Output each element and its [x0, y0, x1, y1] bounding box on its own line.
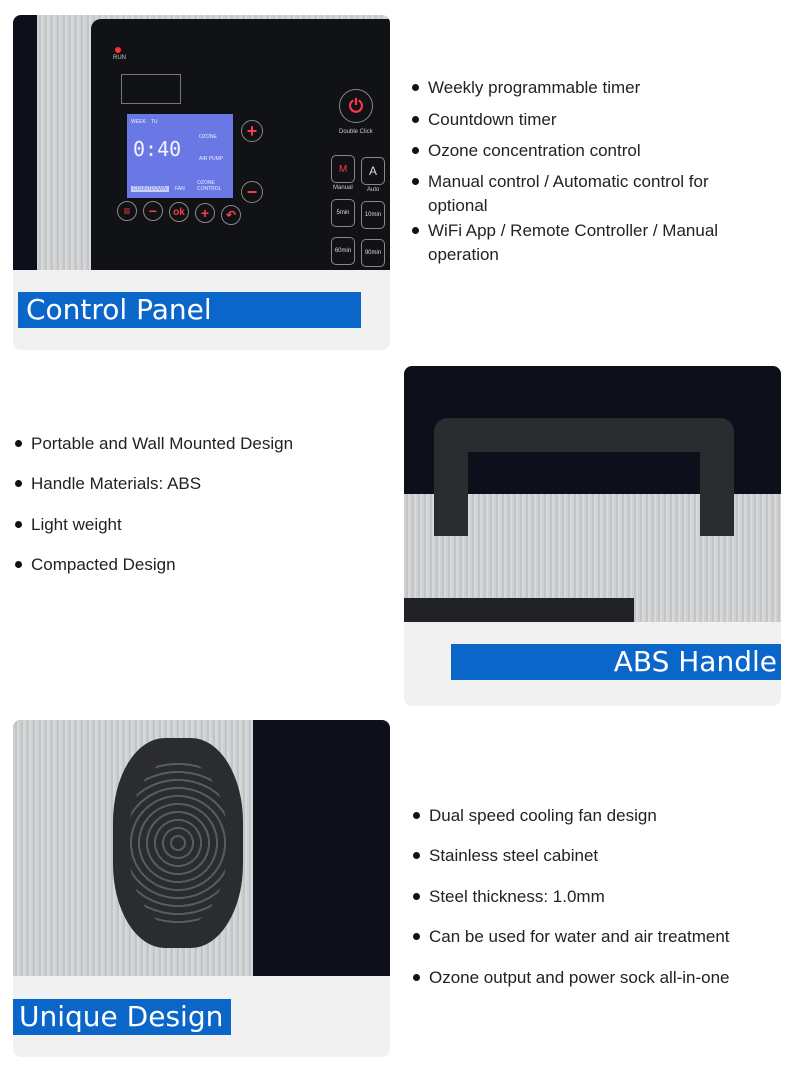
unique-design-features [413, 804, 783, 990]
countdown-label: COUNTDOWN [133, 186, 167, 192]
handle-features [15, 432, 375, 577]
auto-button[interactable]: A [361, 157, 385, 185]
list-item: Dual speed cooling fan design [413, 804, 783, 828]
device-control-panel [91, 19, 390, 270]
list-item: Ozone concentration control [412, 139, 772, 163]
list-item: Portable and Wall Mounted Design [15, 432, 375, 456]
plus-button[interactable]: + [241, 120, 263, 142]
lcd-display [127, 114, 233, 198]
list-item: Ozone output and power sock all-in-one [413, 966, 783, 990]
list-item: Compacted Design [15, 553, 375, 577]
section-label: Unique Design [13, 999, 231, 1035]
10min-button[interactable]: 10min [361, 201, 385, 229]
list-item: WiFi App / Remote Controller / Manual operation [412, 219, 772, 267]
auto-label: Auto [367, 187, 380, 193]
ok-button[interactable]: ok [169, 202, 189, 222]
60min-button[interactable]: 60min [331, 237, 355, 265]
run-indicator [115, 47, 121, 53]
90min-button[interactable]: 90min [361, 239, 385, 267]
fan-grille [113, 738, 243, 948]
list-item: Weekly programmable timer [412, 76, 772, 100]
handle-shape [434, 418, 734, 536]
ozone-label: OZONE [199, 134, 217, 140]
minus-button[interactable]: − [241, 181, 263, 203]
double-click-label: Double Click [339, 129, 373, 135]
section-label: Control Panel [18, 292, 361, 328]
abs-handle-card [404, 366, 781, 706]
back-button[interactable]: ↶ [221, 205, 241, 225]
fan-label: FAN [175, 186, 185, 192]
day-label: TU [151, 119, 158, 125]
list-item: Can be used for water and air treatment [413, 925, 783, 949]
air-pump-label: AIR PUMP [199, 156, 224, 162]
manual-label: Manual [333, 185, 353, 191]
unique-design-card [13, 720, 390, 1057]
list-item: Countdown timer [412, 108, 772, 132]
list-item: Manual control / Automatic control for optional [412, 170, 772, 218]
list-item: Steel thickness: 1.0mm [413, 885, 783, 909]
manual-button[interactable]: M [331, 155, 355, 183]
power-button[interactable]: ⏻ [339, 89, 373, 123]
control-panel-photo [13, 15, 390, 270]
menu-button[interactable]: ≡ [117, 201, 137, 221]
abs-handle-photo [404, 366, 781, 622]
control-panel-features [412, 76, 772, 267]
warning-box [121, 74, 181, 104]
5min-button[interactable]: 5min [331, 199, 355, 227]
list-item: Stainless steel cabinet [413, 844, 783, 868]
run-label: RUN [113, 55, 126, 61]
control-panel-card [13, 15, 390, 350]
down-button[interactable]: − [143, 201, 163, 221]
list-item: Handle Materials: ABS [15, 472, 375, 496]
timer-readout: 0:40 [133, 137, 182, 161]
list-item: Light weight [15, 513, 375, 537]
cooling-fan-photo [13, 720, 390, 976]
up-button[interactable]: + [195, 203, 215, 223]
ozone-control-label: OZONE CONTROL [197, 180, 222, 192]
section-label: ABS Handle [451, 644, 781, 680]
week-label: WEEK [131, 119, 146, 125]
